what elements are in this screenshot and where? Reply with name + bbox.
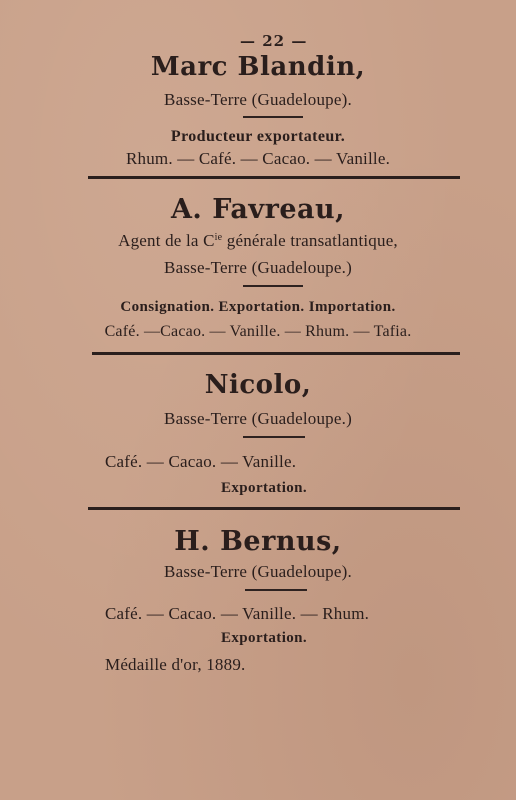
entry-1-products: Rhum. — Café. — Cacao. — Vanille. — [125, 149, 391, 168]
entry-2-activity: Consignation. Exportation. Importation. — [120, 299, 396, 315]
entry-3-short-rule — [243, 436, 305, 438]
entry-3-name: Nicolo, — [204, 370, 312, 400]
entry-2-products: Café. —Cacao. — Vanille. — Rhum. — Tafia. — [104, 323, 412, 340]
entry-3-separator — [88, 507, 460, 510]
entry-4-short-rule — [245, 589, 307, 591]
entry-2-name: A. Favreau, — [170, 194, 346, 225]
entry-4-award: Médaille d'or, 1889. — [105, 655, 246, 674]
entry-3-address: Basse-Terre (Guadeloupe.) — [164, 409, 352, 428]
entry-2-short-rule — [243, 285, 303, 287]
page-number: — 22 — — [240, 32, 308, 50]
entry-4-products: Café. — Cacao. — Vanille. — Rhum. — [105, 604, 370, 623]
entry-4-activity: Exportation. — [221, 630, 308, 646]
entry-1-short-rule — [243, 116, 303, 118]
entry-1-name: Marc Blandin, — [150, 52, 366, 82]
entry-2-address: Basse-Terre (Guadeloupe.) — [164, 258, 352, 277]
entry-2-agent-sup: ie — [214, 232, 223, 243]
entry-2-agent-line — [0, 231, 516, 251]
entry-1-activity: Producteur exportateur. — [170, 128, 346, 145]
entry-1-address: Basse-Terre (Guadeloupe). — [164, 90, 352, 109]
entry-3-activity: Exportation. — [221, 480, 308, 496]
entry-4-address: Basse-Terre (Guadeloupe). — [164, 562, 352, 581]
entry-1-separator — [88, 176, 460, 179]
entry-2-separator — [92, 352, 460, 355]
entry-2-agent-suffix: générale transatlantique, — [222, 231, 398, 250]
entry-2-agent-prefix: Agent de la C — [118, 231, 215, 250]
entry-3-products: Café. — Cacao. — Vanille. — [105, 452, 297, 471]
entry-4-name: H. Bernus, — [174, 526, 342, 557]
